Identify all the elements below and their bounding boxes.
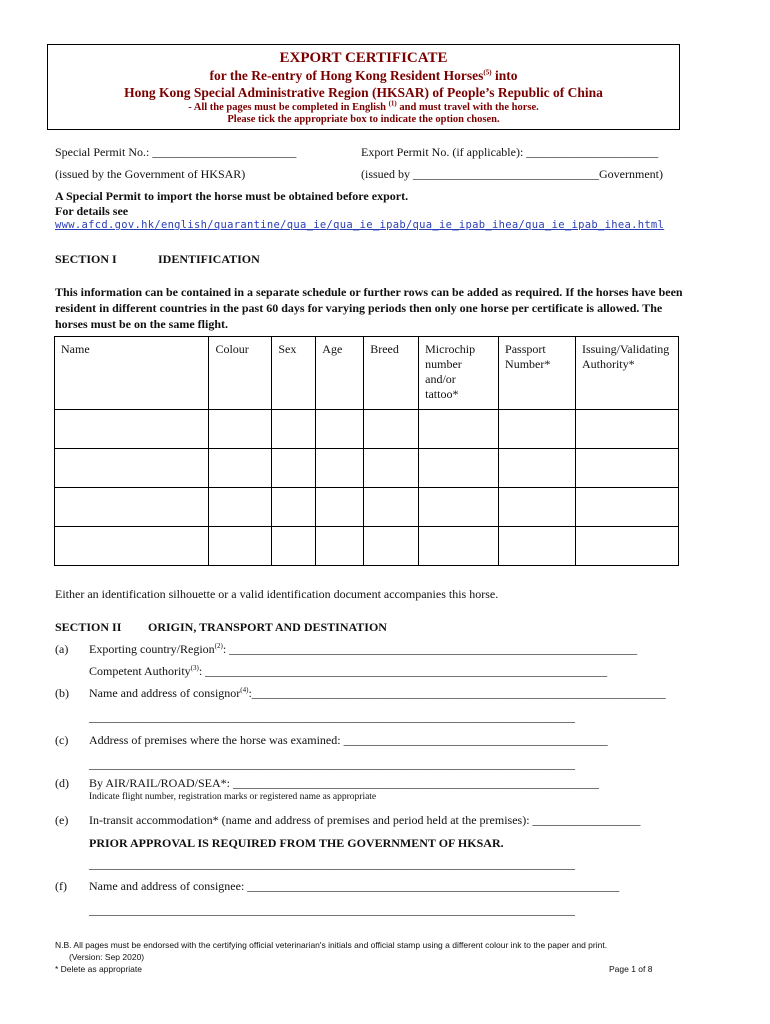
table-cell[interactable]	[316, 488, 364, 527]
table-row[interactable]	[55, 410, 679, 449]
identification-table	[54, 336, 679, 566]
table-cell[interactable]	[55, 527, 209, 566]
table-cell[interactable]	[272, 410, 316, 449]
item-b-letter: (b)	[55, 686, 69, 700]
table-cell[interactable]	[419, 410, 499, 449]
section-1-note: This information can be contained in a separate schedule or further rows can be added as required. If the horses have been resident in different countries in the past 60 days for varying periods then only one horse per certificate is allowed. The horses must be on the same flight.	[55, 285, 683, 331]
table-cell[interactable]	[419, 488, 499, 527]
consignor-field-line2[interactable]: _________________________________________________________________________________	[89, 710, 575, 724]
premises-examined-line2[interactable]: _________________________________________________________________________________	[89, 757, 575, 771]
premises-examined-field[interactable]: Address of premises where the horse was examined: ____________________________________________	[89, 733, 608, 747]
exporting-country-field[interactable]: Exporting country/Region$^{(2)}$: ____________________________________________________________________	[89, 642, 638, 656]
table-cell[interactable]	[272, 527, 316, 566]
instruction-english: - All the pages must be completed in English $^{(1)}$ and must travel with the horse.	[188, 99, 539, 113]
table-cell[interactable]	[272, 449, 316, 488]
table-row[interactable]	[55, 527, 679, 566]
table-cell[interactable]	[419, 527, 499, 566]
column-header: Issuing/Validating Authority*	[575, 337, 678, 410]
section-1-label: SECTION I	[55, 252, 117, 266]
details-label: For details see	[55, 204, 129, 218]
header-box	[47, 44, 680, 130]
table-cell[interactable]	[316, 410, 364, 449]
table-cell[interactable]	[209, 488, 272, 527]
table-cell[interactable]	[499, 410, 576, 449]
consignee-field[interactable]: Name and address of consignee: ______________________________________________________________	[89, 879, 620, 893]
table-cell[interactable]	[364, 527, 419, 566]
table-cell[interactable]	[209, 449, 272, 488]
table-row[interactable]	[55, 449, 679, 488]
identification-footer: Either an identification silhouette or a valid identification document accompanies this horse.	[55, 587, 499, 601]
section-2-title: ORIGIN, TRANSPORT AND DESTINATION	[148, 620, 387, 634]
competent-authority-field[interactable]: Competent Authority$^{(3)}$: ___________________________________________________________________	[89, 664, 608, 678]
column-header: Colour	[209, 337, 272, 410]
column-header: Breed	[364, 337, 419, 410]
transport-note: Indicate flight number, registration marks or registered name as appropriate	[89, 792, 377, 802]
special-permit-notice: A Special Permit to import the horse must be obtained before export.	[55, 189, 409, 203]
afcd-link[interactable]: www.afcd.gov.hk/english/quarantine/qua_ie/qua_ie_ipab/qua_ie_ipab_ihea/qua_ie_ipab_ihea.html	[55, 219, 665, 231]
table-cell[interactable]	[55, 488, 209, 527]
table-cell[interactable]	[575, 527, 678, 566]
issued-by-government-field[interactable]: (issued by _______________________________Government)	[361, 167, 663, 181]
certificate-region: Hong Kong Special Administrative Region (HKSAR) of People’s Republic of China	[124, 85, 603, 100]
consignor-field[interactable]: Name and address of consignor$^{(4)}$:_____________________________________________________________________	[89, 686, 666, 700]
certificate-subtitle: for the Re-entry of Hong Kong Resident Horses$^{(5)}$ into	[209, 68, 518, 83]
special-permit-field[interactable]: Special Permit No.: ________________________	[55, 145, 297, 159]
table-cell[interactable]	[575, 488, 678, 527]
column-header: Name	[55, 337, 209, 410]
transport-mode-field[interactable]: By AIR/RAIL/ROAD/SEA*: _____________________________________________________________	[89, 776, 600, 790]
issued-by-hksar: (issued by the Government of HKSAR)	[55, 167, 246, 181]
item-e-letter: (e)	[55, 813, 69, 827]
section-2-label: SECTION II	[55, 620, 122, 634]
table-cell[interactable]	[209, 410, 272, 449]
table-cell[interactable]	[272, 488, 316, 527]
export-permit-field[interactable]: Export Permit No. (if applicable): ______________________	[361, 145, 659, 159]
in-transit-field[interactable]: In-transit accommodation* (name and address of premises and period held at the premises): __________________	[89, 813, 641, 827]
prior-approval-notice: PRIOR APPROVAL IS REQUIRED FROM THE GOVERNMENT OF HKSAR.	[89, 836, 504, 850]
version-note: (Version: Sep 2020)	[69, 952, 145, 962]
table-cell[interactable]	[499, 449, 576, 488]
instruction-tick: Please tick the appropriate box to indicate the option chosen.	[227, 114, 500, 125]
table-cell[interactable]	[499, 527, 576, 566]
column-header: Microchip number and/or tattoo*	[419, 337, 499, 410]
nb-note: N.B. All pages must be endorsed with the certifying official veterinarian's initials and official stamp using a different colour ink to the paper and print.	[55, 940, 608, 950]
item-c-letter: (c)	[55, 733, 69, 747]
in-transit-line2[interactable]: _________________________________________________________________________________	[89, 857, 575, 871]
column-header: Passport Number*	[499, 337, 576, 410]
item-a-letter: (a)	[55, 642, 69, 656]
consignee-line2[interactable]: _________________________________________________________________________________	[89, 903, 575, 917]
section-1-title: IDENTIFICATION	[158, 252, 260, 266]
page-number: Page 1 of 8	[609, 964, 653, 974]
table-cell[interactable]	[364, 488, 419, 527]
table-cell[interactable]	[575, 410, 678, 449]
table-cell[interactable]	[55, 410, 209, 449]
table-cell[interactable]	[364, 410, 419, 449]
column-header: Age	[316, 337, 364, 410]
item-f-letter: (f)	[55, 879, 67, 893]
table-cell[interactable]	[575, 449, 678, 488]
table-cell[interactable]	[419, 449, 499, 488]
table-cell[interactable]	[209, 527, 272, 566]
certificate-title: EXPORT CERTIFICATE	[279, 50, 448, 66]
table-cell[interactable]	[55, 449, 209, 488]
table-header-row	[55, 337, 679, 410]
table-cell[interactable]	[364, 449, 419, 488]
column-header: Sex	[272, 337, 316, 410]
table-cell[interactable]	[316, 449, 364, 488]
table-cell[interactable]	[316, 527, 364, 566]
table-cell[interactable]	[499, 488, 576, 527]
item-d-letter: (d)	[55, 776, 69, 790]
table-row[interactable]	[55, 488, 679, 527]
delete-note: * Delete as appropriate	[55, 964, 142, 974]
